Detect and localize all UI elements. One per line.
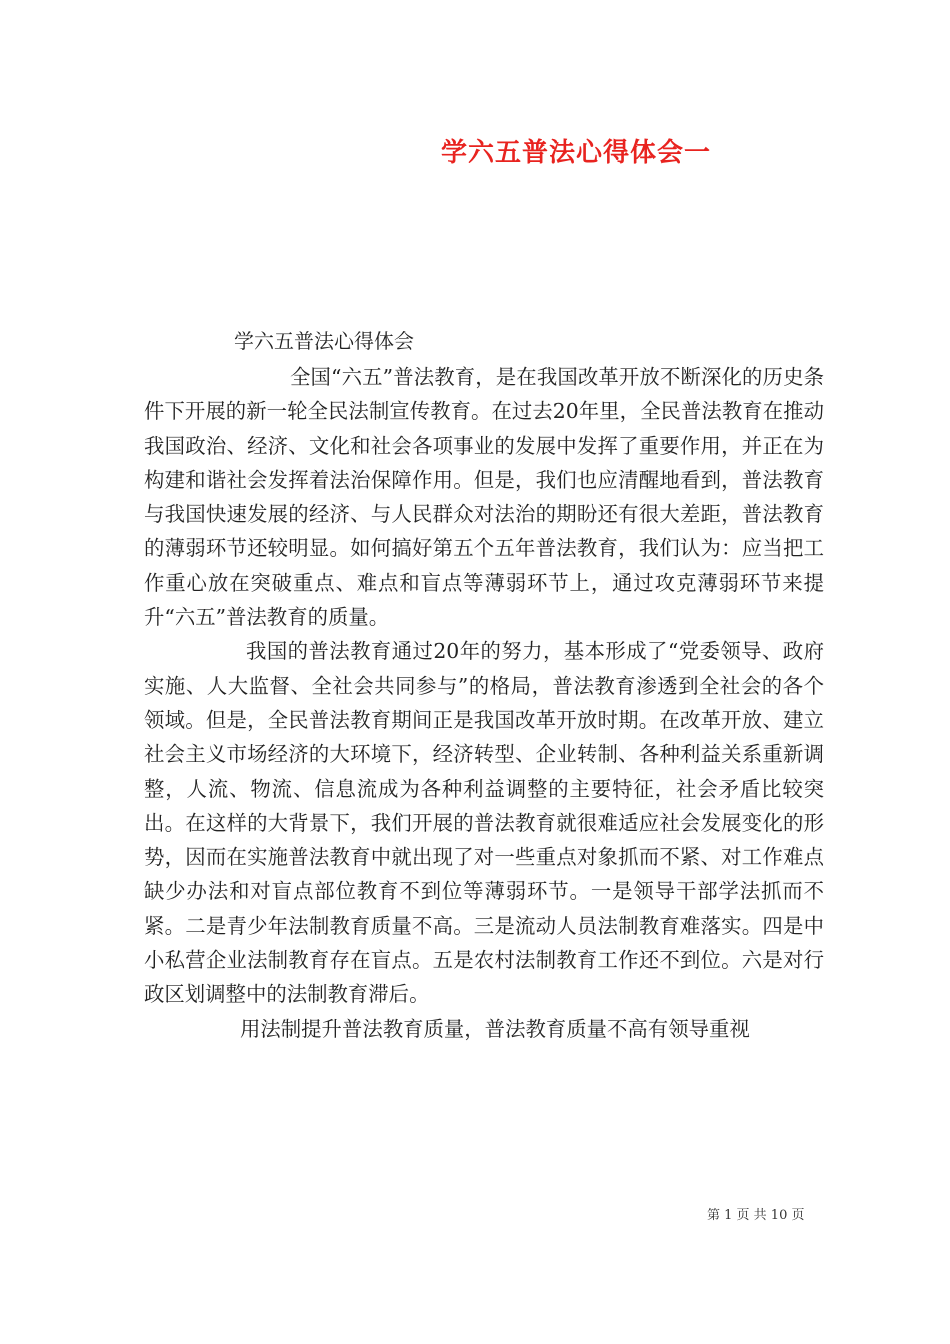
paragraph-3: 用法制提升普法教育质量，普法教育质量不高有领导重视 xyxy=(240,1016,750,1041)
page-number: 第 1 页 共 10 页 xyxy=(707,1208,805,1223)
paragraph-2: 我国的普法教育通过20年的努力，基本形成了“党委领导、政府实施、人大监督、全社会共同参与”的格局，普法教育渗透到全社会的各个领域。但是，全民普法教育期间正是我国改革开放时期。在改革开放、建立社会主义市场经济的大环境下，经济转型、企业转制、各种利益关系重新调整，人流、物流、信息流成为各种利益调整的主要特征，社会矛盾比较突出。在这样的大背景下，我们开展的普法教育就很难适应社会发展变化的形势，因而在实施普法教育中就出现了对一些重点对象抓而不紧、对工作难点缺少办法和对盲点部位教育不到位等薄弱环节。一是领导干部学法抓而不紧。二是青少年法制教育质量不高。三是流动人员法制教育难落实。四是中小私营企业法制教育存在盲点。五是农村法制教育工作还不到位。六是对行政区划调整中的法制教育滞后。 xyxy=(144,639,824,1007)
document-subtitle: 学六五普法心得体会 xyxy=(234,329,414,353)
page-title: 学六五普法心得体会一 xyxy=(440,138,711,168)
body-text xyxy=(144,360,824,1046)
paragraph-1: 全国“六五”普法教育，是在我国改革开放不断深化的历史条件下开展的新一轮全民法制宣传教育。在过去20年里，全民普法教育在推动我国政治、经济、文化和社会各项事业的发展中发挥了重要作用，并正在为构建和谐社会发挥着法治保障作用。但是，我们也应清醒地看到，普法教育与我国快速发展的经济、与人民群众对法治的期盼还有很大差距，普法教育的薄弱环节还较明显。如何搞好第五个五年普法教育，我们认为：应当把工作重心放在突破重点、难点和盲点等薄弱环节上，通过攻克薄弱环节来提升“六五”普法教育的质量。 xyxy=(144,365,824,630)
